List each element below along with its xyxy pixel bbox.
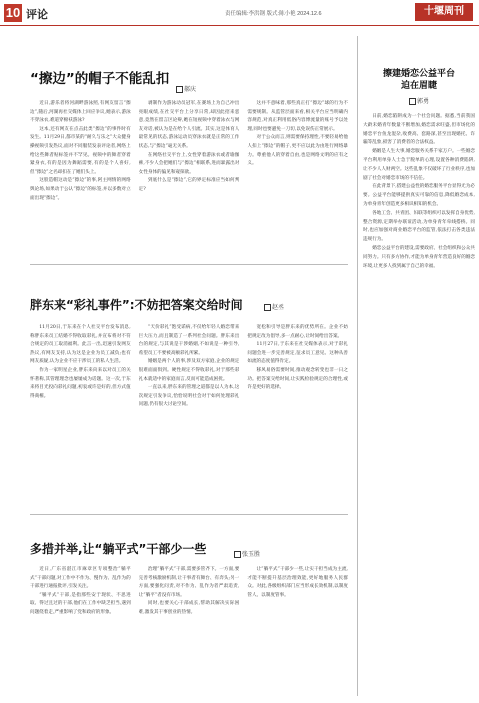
article-1-col-3 (247, 100, 348, 260)
side-article-body (363, 113, 475, 698)
paragraph: 让“躺平式”干部少一些,让实干担当成为主流,才能不断提升基层治理效能,更好地服务人民群众。对此,各级组织部门应当形成长效机制,以制度管人、以制度管事。 (247, 567, 348, 598)
paragraph: “躺平式”干部,是指那些安于现状、不思进取、得过且过的干部,他们在工作中缺乏担当,遇到问题绕着走,严重影响了党和政府的形象。 (30, 592, 131, 615)
paragraph: 治理“躺平式”干部,需要多管齐下。一方面,要完善考核激励机制,让干事者有舞台、有奔头;另一方面,要强化问责,对不作为、乱作为者严肃追责,让“躺平”者没有市场。 (138, 567, 240, 598)
article-1-title: “擦边”的帽子不能乱扣 (30, 71, 170, 87)
editor-line: 责任编辑:李洪钢 版式:陈小艳 2024.12.6 (225, 11, 322, 17)
article-1-col-2 (139, 100, 240, 260)
divider (30, 514, 348, 515)
side-article (363, 68, 475, 700)
author-icon (409, 98, 416, 105)
article-3-title: 多措并举,让“躺平式”干部少一些 (30, 542, 207, 556)
paragraph: 剥制作为游泳动员冠军,在赛场上为自己冲出亮眼成绩,在社交平台上分享日常,却因此招来恶意,竟然在留言区论辩,她在短视频中穿着泳衣与网友对话,被认为是在给个人引流。其实,这是体育人最常见的状态,游泳运动员穿泳衣就是正常的工作状态,与“擦边”毫无关系。 (138, 101, 240, 149)
paragraph: 在网络社交平台上,女性穿着游泳衣或者瑜伽裤,不少人会把她们与“擦边”相联系,进而暴露出对女性身体的偏见和窥探欲。 (138, 152, 240, 175)
article-3-col-2 (139, 566, 240, 700)
paragraph: 宽松和引导是胖东来的优势所在。企业不妨把规定改为倡导,多一点耐心,让时间给出答案。 (247, 325, 348, 339)
page-header (0, 0, 479, 26)
paragraph: “天价彩礼”饱受诟病,不仅给年轻人婚恋带来巨大压力,而且制造了一系列社会问题。胖东来出台的规定,与其说是干涉婚姻,不如说是一种引导,希望员工不要被高额彩礼所累。 (138, 325, 240, 356)
divider (30, 264, 348, 265)
section-name: 评论 (26, 9, 48, 21)
paragraph: 日前,婚恋陷阱成为一个社会问题。据悉,当前我国大龄未婚青年数量不断增加,婚恋需求旺盛,但市场化的婚恋平台鱼龙混杂,收费高、套路深,甚至出现婚托、诈骗等乱象,损害了消费者的合法权益。 (363, 114, 475, 146)
article-2-body (30, 324, 348, 510)
paragraph: 同时,也要关心干部成长,帮助其解决实际困难,激发其干事创业的热情。 (138, 601, 240, 615)
paragraph: 11月27日,于东来在社交媒体表示,对于彩礼问题会进一步完善规定,征求员工意见。这种从善如流的态度值得肯定。 (247, 342, 348, 365)
article-2-col-3 (247, 324, 348, 510)
masthead: 十堰周刊 (415, 3, 473, 21)
paragraph: 这本,还有网友在点击此类“擦边”的事件时有发生。11月29日,都市某的“耐久与乐之”大众健身操视频引发热议,面对不同服装发表评论者,网络上给这些舞者贴标签并不罕见。视频中的舞者穿着紧身衣,有的是因为舞蹈需要,有的是个人喜好,但“擦边”之名却扣在了她们头上。 (30, 126, 131, 175)
article-3-col-1 (30, 566, 131, 700)
paragraph: 到底什么是“擦边”,它的界定标准应当如何判定? (138, 178, 240, 192)
article-3-body (30, 566, 348, 700)
header-rule (0, 25, 479, 26)
page-number: 10 (5, 5, 21, 20)
paragraph: 近日,广东省湛江市麻章区专项整治“躺平式”干部问题,对工作中不作为、慢作为、乱作为的干部进行通报批评,引发关注。 (30, 567, 131, 590)
article-1-col-1 (30, 100, 131, 260)
article-1-author: 郝庆 (176, 84, 196, 93)
article-2-col-2 (139, 324, 240, 510)
paragraph: 各地工会、共青团、妇联等组织可以发挥自身优势,整合资源,定期举办联谊活动,为单身青年牵线搭桥。同时,也应加强对商业婚恋平台的监管,依法打击各类违法违规行为。 (363, 210, 475, 243)
paragraph: 婚姻是人生大事,婚恋服务关系千家万户。一些婚恋平台利用单身人士急于脱单的心理,设置各种消费陷阱,让不少人人财两空。这些乱象不仅破坏了行业秩序,也加剧了社会对婚恋市场的不信任。 (363, 149, 475, 181)
paragraph: 作为一家明星企业,胖东来向来以对员工的关怀著称,其管理理念也屡屡成为话题。这一次,于东来将目光投向彩礼问题,初衷或许是好的,但方式值得商榷。 (30, 367, 131, 399)
author-icon (264, 304, 271, 311)
article-3-author: 张玉胜 (234, 549, 260, 558)
article-2-author: 赵丞 (264, 302, 284, 311)
article-1-body (30, 100, 348, 260)
article-3-col-3 (247, 566, 348, 700)
paragraph: 一直以来,胖东来的管理之道都是以人为本,这次规定引发争议,恰恰说明社会对于如何处理彩礼问题,仍有很大讨论空间。 (138, 385, 240, 408)
paragraph: 在此背景下,搭建公益性的婚恋服务平台显得尤为必要。公益平台能够提供真实可靠的信息,降低婚恋成本,为单身青年创造更多相识相知的机会。 (363, 184, 475, 207)
paragraph: 对于公众而言,则需要保持理性,不要轻易给他人扣上“擦边”的帽子,更不应以此为由进行网络暴力。尊重他人的穿着自由,也是网络文明的应有之义。 (247, 135, 348, 167)
paragraph: 11月20日,于东来在个人社交平台发布消息,称胖东来员工结婚不得收取彩礼,并宣布将对不符合规定的员工取消福利。此言一出,迅速引发网友热议,有网友支持,认为这是企业为员工减负;也有网友质疑,认为企业不应干涉员工的私人生活。 (30, 325, 131, 365)
paragraph: 这并不意味着,那些真正打“擦边”球的行为不需要规制。从监管层面来看,相关平台应当明确内容规范,对真正利用低俗内容博流量的账号予以处理,同时也要避免一刀切,以免误伤正常展示。 (247, 101, 348, 132)
side-article-title: 擦建婚恋公益平台 迫在眉睫 (382, 69, 455, 91)
paragraph: 婚恋公益平台的建设,需要政府、社会组织和公众共同努力。只有多方协作,才能为单身青年营造良好的婚恋环境,让更多人找到属于自己的幸福。 (363, 245, 475, 269)
paragraph: 这股造帽这动是“擦边”的事,阿主网情的网络舆论场,如果动于公认“擦边”的标签,并以多数对立面出现“擦边”。 (30, 178, 131, 201)
article-3 (30, 540, 348, 700)
article-2 (30, 296, 348, 510)
article-1 (30, 70, 348, 260)
article-2-col-1 (30, 324, 131, 510)
author-icon (234, 551, 241, 558)
paragraph: 婚姻是两个人的事,涉及双方家庭,企业的规定很难面面俱到。硬性规定不得收彩礼,对于那些彩礼本就适中的家庭而言,反而可能造成困扰。 (138, 359, 240, 382)
column-divider (357, 36, 358, 696)
article-2-title: 胖东来“彩礼事件”:不妨把答案交给时间 (30, 298, 243, 312)
paragraph: 移风易俗需要时间,推动观念转变也非一日之功。把答案交给时间,让实践检验规定的合理性,或许是更好的选择。 (247, 367, 348, 391)
paragraph: 近日,游乐者将河湖畔游泳照,有网友留言“擦边”,随后,河湖再社交媒体上回应争议,她表示,游泳不穿泳衣,难道穿棉袄游泳? (30, 101, 131, 124)
author-icon (176, 86, 183, 93)
side-article-author: 郭勇 (363, 96, 475, 105)
